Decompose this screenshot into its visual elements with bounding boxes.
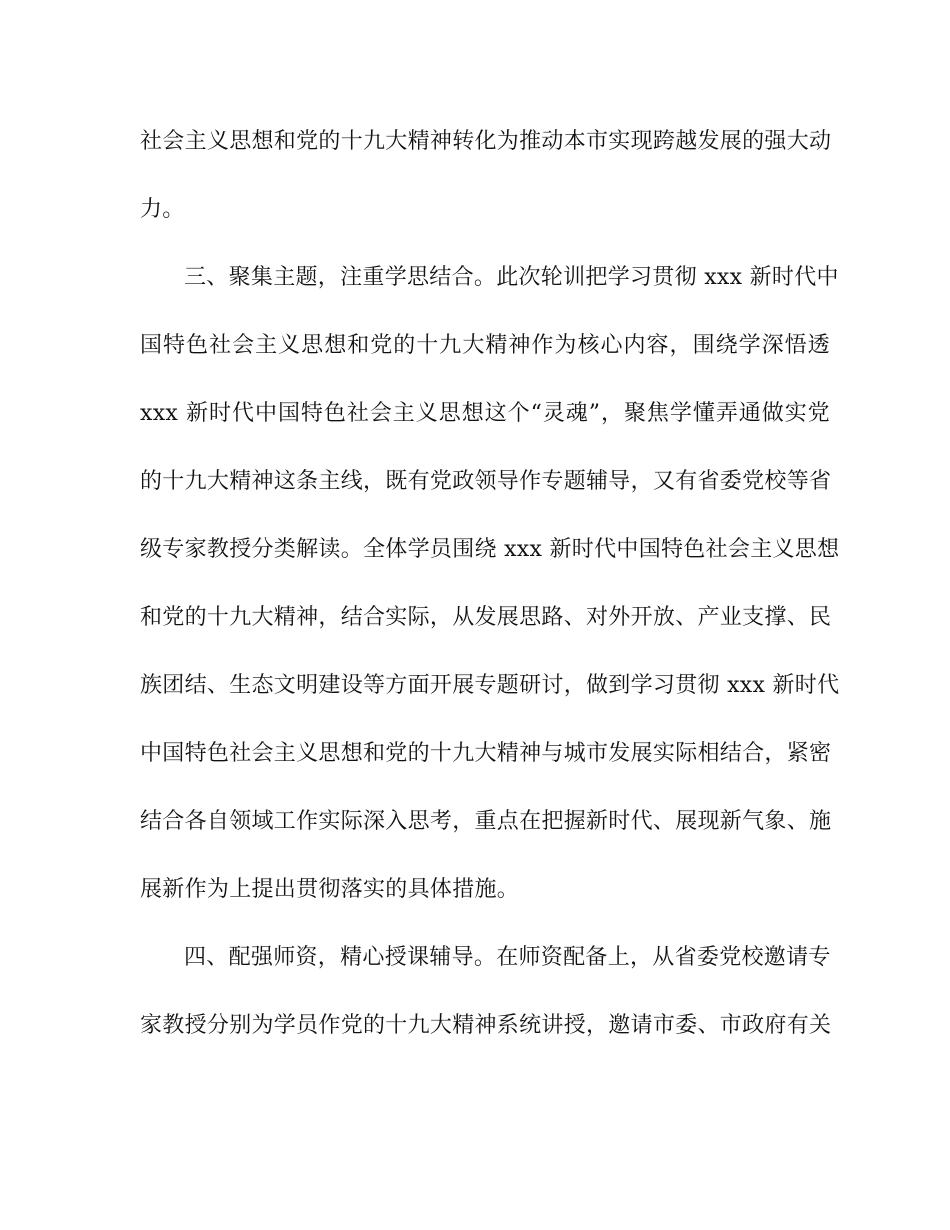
paragraph-line: 的十九大精神这条主线，既有党政领导作专题辅导，又有省委党校等省 [140, 469, 832, 494]
paragraph-line: 家教授分别为学员作党的十九大精神系统讲授，邀请市委、市政府有关 [140, 1013, 832, 1038]
paragraph-line: 展新作为上提出贯彻落实的具体措施。 [140, 877, 520, 902]
paragraph-line: 和党的十九大精神，结合实际，从发展思路、对外开放、产业支撑、民 [140, 605, 832, 630]
paragraph-line: 级专家教授分类解读。全体学员围绕 xxx 新时代中国特色社会主义思想 [140, 537, 840, 562]
paragraph-line: xxx 新时代中国特色社会主义思想这个“灵魂”，聚焦学懂弄通做实党 [140, 401, 830, 426]
paragraph-line: 国特色社会主义思想和党的十九大精神作为核心内容，围绕学深悟透 [140, 333, 830, 358]
paragraph-line: 力。 [140, 197, 185, 222]
section-four-heading-line: 四、配强师资，精心授课辅导。在师资配备上，从省委党校邀请专 [184, 945, 831, 970]
paragraph-line: 中国特色社会主义思想和党的十九大精神与城市发展实际相结合，紧密 [140, 741, 832, 766]
paragraph-line: 族团结、生态文明建设等方面开展专题研讨，做到学习贯彻 xxx 新时代 [140, 673, 840, 698]
paragraph-line: 社会主义思想和党的十九大精神转化为推动本市实现跨越发展的强大动 [140, 129, 832, 154]
section-three-heading-line: 三、聚集主题，注重学思结合。此次轮训把学习贯彻 xxx 新时代中 [184, 265, 839, 290]
paragraph-line: 结合各自领域工作实际深入思考，重点在把握新时代、展现新气象、施 [140, 809, 832, 834]
